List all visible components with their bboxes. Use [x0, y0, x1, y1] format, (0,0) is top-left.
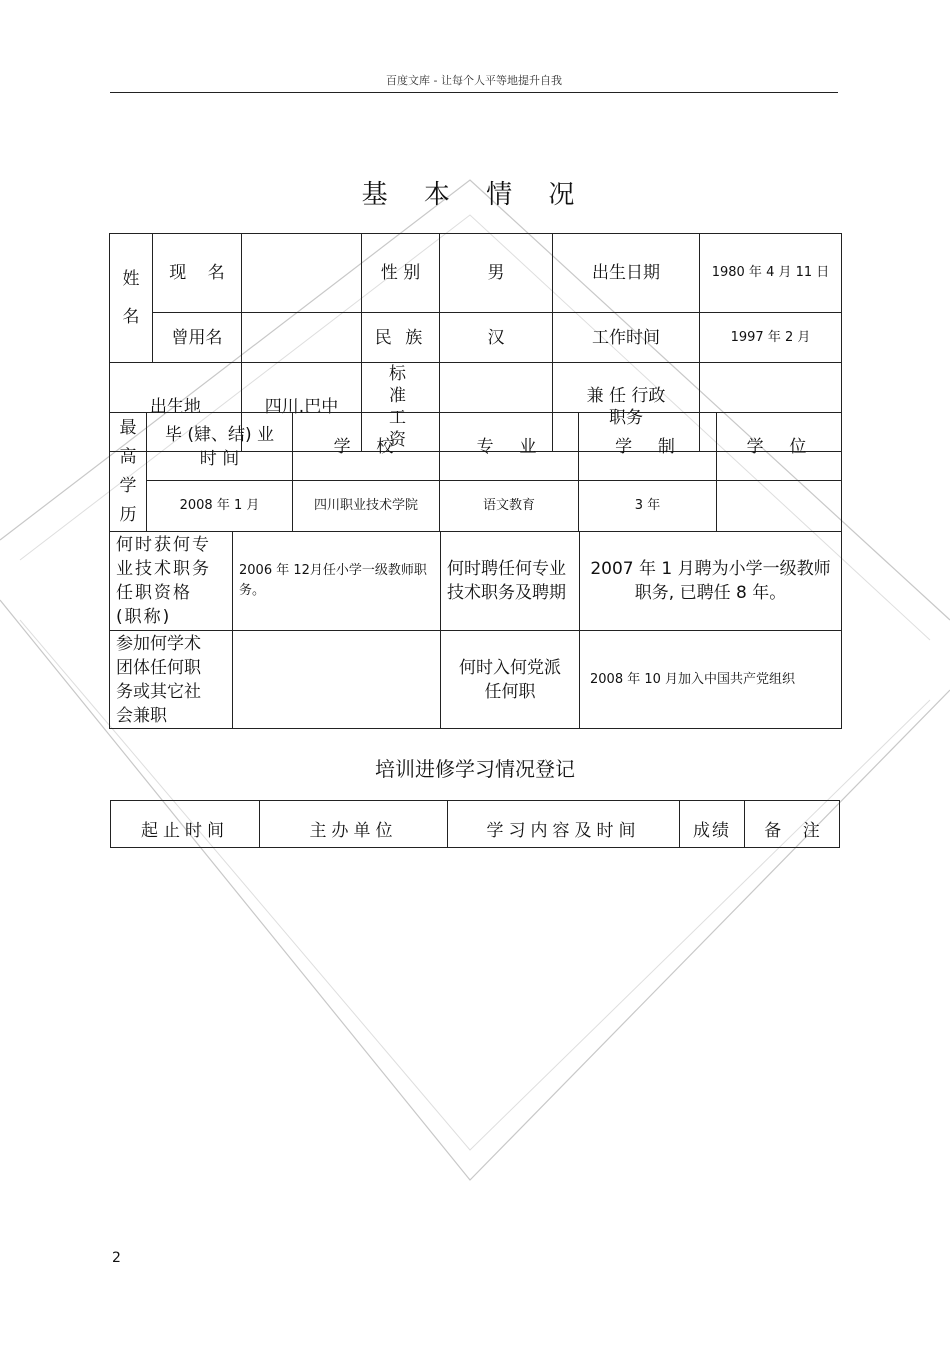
- ethnicity-label: 民 族: [362, 313, 440, 363]
- school-value: 四川职业技术学院: [293, 481, 440, 532]
- degree-label: 学 位: [717, 413, 842, 481]
- academic-post-label: 参加何学术团体任何职务或其它社会兼职: [110, 631, 233, 729]
- gender-value: 男: [440, 234, 553, 313]
- duration-label: 学 制: [579, 413, 717, 481]
- header-divider: [110, 92, 838, 93]
- work-time-value: 1997 年 2 月: [700, 313, 842, 363]
- academic-post-value: [233, 631, 441, 729]
- training-col-score: 成绩: [680, 801, 745, 848]
- page-number: 2: [112, 1250, 121, 1266]
- appointment-value: 2007 年 1 月聘为小学一级教师职务, 已聘任 8 年。: [580, 532, 842, 631]
- page-title: 基 本 情 况: [361, 180, 589, 210]
- training-heading: 培训进修学习情况登记: [375, 757, 575, 781]
- former-name-value: [242, 313, 362, 363]
- gender-label: 性 别: [362, 234, 440, 313]
- admin-post-label: 兼 任 行政职务: [553, 363, 700, 452]
- education-table: [109, 412, 842, 532]
- birthplace-label: 出生地: [110, 363, 242, 452]
- duration-value: 3 年: [579, 481, 717, 532]
- school-label: 学 校: [293, 413, 440, 481]
- ethnicity-value: 汉: [440, 313, 553, 363]
- birthplace-value: 四川.巴中: [242, 363, 362, 452]
- birth-date-value: 1980 年 4 月 11 日: [700, 234, 842, 313]
- qualification-value: 2006 年 12月任小学一级教师职务。: [233, 532, 441, 631]
- training-col-remarks: 备 注: [745, 801, 840, 848]
- current-name-label: 现 名: [153, 234, 242, 313]
- page-header: 百度文库 - 让每个人平等地提升自我: [386, 74, 562, 87]
- party-label: 何时入何党派任何职: [441, 631, 580, 729]
- work-time-label: 工作时间: [553, 313, 700, 363]
- name-label: 姓名: [110, 234, 153, 363]
- major-label: 专 业: [440, 413, 579, 481]
- graduation-time-value: 2008 年 1 月: [147, 481, 293, 532]
- titles-table: [109, 531, 842, 729]
- training-col-period: 起止时间: [111, 801, 260, 848]
- salary-label: 标 准 工 资: [362, 363, 440, 452]
- highest-education-label: 最高学历: [110, 413, 147, 532]
- qualification-label: 何时获何专业技术职务任职资格 (职称): [110, 532, 233, 631]
- graduation-time-label: 毕 (肄、结) 业 时 间: [147, 413, 293, 481]
- training-col-organizer: 主办单位: [260, 801, 448, 848]
- training-col-content: 学习内容及时间: [448, 801, 680, 848]
- birth-date-label: 出生日期: [553, 234, 700, 313]
- appointment-label: 何时聘任何专业技术职务及聘期: [441, 532, 580, 631]
- current-name-value: [242, 234, 362, 313]
- major-value: 语文教育: [440, 481, 579, 532]
- former-name-label: 曾用名: [153, 313, 242, 363]
- training-table: [110, 800, 840, 848]
- degree-value: [717, 481, 842, 532]
- party-value: 2008 年 10 月加入中国共产党组织: [580, 631, 842, 729]
